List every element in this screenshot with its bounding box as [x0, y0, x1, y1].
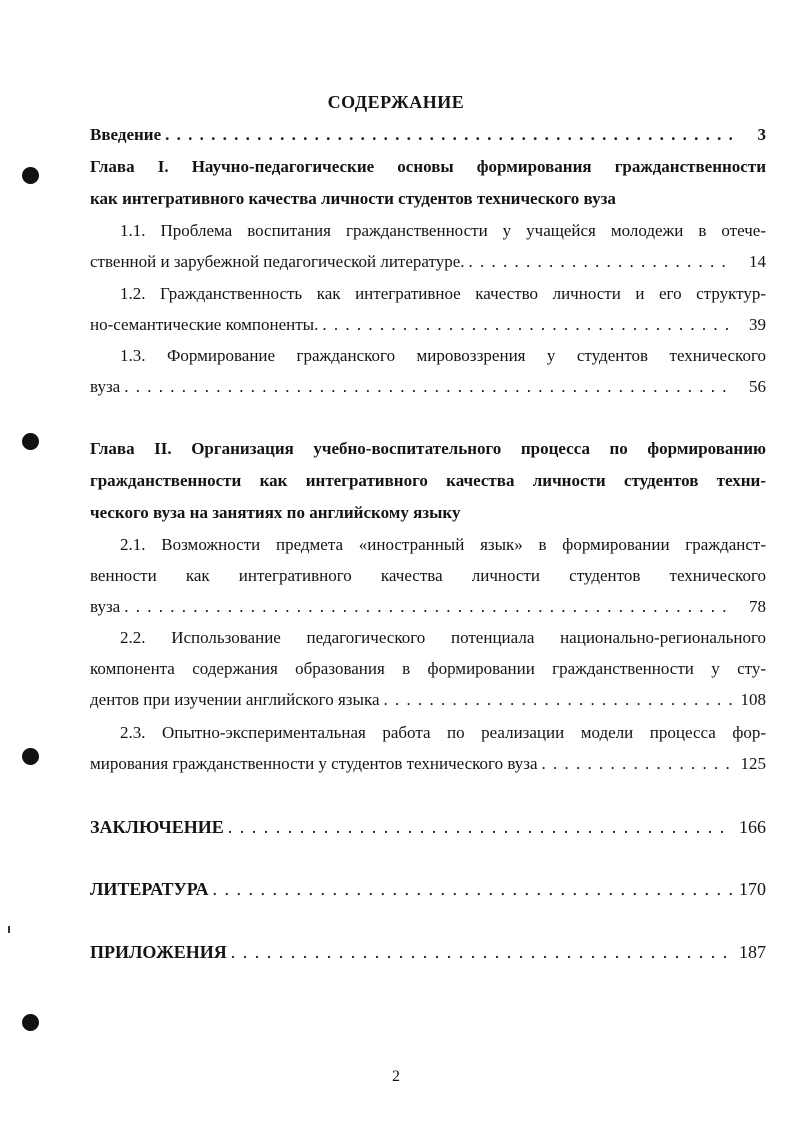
toc-page-number: 125 [740, 754, 766, 773]
leader-dots [124, 596, 732, 618]
section-1-1-line1: 1.1. Проблема воспитания гражданственности у учащейся молодежи в отече- [120, 221, 766, 240]
punch-hole-mark [22, 167, 39, 184]
toc-entry-label: ЛИТЕРАТУРА [90, 879, 209, 899]
toc-page-number: 39 [749, 315, 766, 334]
section-2-1-line1: 2.1. Возможности предмета «иностранный язык» в формировании гражданст- [120, 535, 766, 554]
chapter2-heading-line3: ческого вуза на занятиях по английскому языку [90, 503, 461, 522]
toc-page-number: 166 [739, 817, 766, 837]
leader-dots [469, 251, 732, 273]
toc-entry-label: ЗАКЛЮЧЕНИЕ [90, 817, 224, 837]
chapter2-heading-line1: Глава II. Организация учебно-воспитательного процесса по формированию [90, 439, 766, 458]
section-2-2-line2: компонента содержания образования в формировании гражданственности у сту- [90, 659, 766, 678]
leader-dots [384, 689, 733, 711]
chapter1-heading-line1: Глава I. Научно-педагогические основы формирования гражданственности [90, 157, 766, 176]
section-2-1-line3 [90, 596, 766, 618]
punch-hole-mark [22, 748, 39, 765]
toc-entry-intro [90, 124, 766, 146]
toc-entry-label: дентов при изучении английского языка [90, 690, 380, 709]
section-2-3-line2 [90, 753, 766, 775]
toc-entry-label: вуза [90, 377, 121, 396]
section-1-2-line2 [90, 314, 766, 336]
toc-page-number: 170 [739, 879, 766, 899]
toc-entry-label: ПРИЛОЖЕНИЯ [90, 942, 227, 962]
section-1-3-line2 [90, 376, 766, 398]
scan-artifact-mark [8, 926, 10, 933]
toc-entry-literature [90, 878, 766, 900]
section-2-2-line1: 2.2. Использование педагогического потенциала национально-регионального [120, 628, 766, 647]
toc-page-number: 56 [749, 377, 766, 396]
section-2-2-line3 [90, 689, 766, 711]
toc-entry-appendix [90, 941, 766, 963]
leader-dots [542, 753, 732, 775]
punch-hole-mark [22, 433, 39, 450]
section-2-1-line2: венности как интегративного качества личности студентов технического [90, 566, 766, 585]
toc-page-number: 108 [740, 690, 766, 709]
toc-title: СОДЕРЖАНИЕ [327, 92, 465, 112]
leader-dots [322, 314, 732, 336]
section-1-1-line2 [90, 251, 766, 273]
chapter1-heading-line2: как интегративного качества личности студентов технического вуза [90, 189, 616, 208]
toc-entry-label: но-семантические компоненты. [90, 315, 319, 334]
toc-page-number: 14 [749, 252, 766, 271]
section-1-2-line1: 1.2. Гражданственность как интегративное качество личности и его структур- [120, 284, 766, 303]
page-number: 2 [392, 1068, 400, 1085]
toc-entry-label: Введение [90, 125, 162, 144]
toc-page-number: 78 [749, 597, 766, 616]
toc-entry-label: мирования гражданственности у студентов технического вуза [90, 754, 538, 773]
toc-entry-conclusion [90, 816, 766, 838]
toc-entry-label: вуза [90, 597, 121, 616]
leader-dots [165, 124, 732, 146]
section-2-3-line1: 2.3. Опытно-экспериментальная работа по реализации модели процесса фор- [120, 723, 766, 742]
toc-entry-label: ственной и зарубежной педагогической литературе. [90, 252, 465, 271]
leader-dots [124, 376, 732, 398]
leader-dots [231, 941, 732, 963]
section-1-3-line1: 1.3. Формирование гражданского мировоззрения у студентов технического [120, 346, 766, 365]
chapter2-heading-line2: гражданственности как интегративного качества личности студентов техни- [90, 471, 766, 490]
punch-hole-mark [22, 1014, 39, 1031]
toc-page-number: 3 [757, 125, 766, 144]
leader-dots [212, 878, 732, 900]
leader-dots [228, 816, 732, 838]
toc-page-number: 187 [739, 942, 766, 962]
